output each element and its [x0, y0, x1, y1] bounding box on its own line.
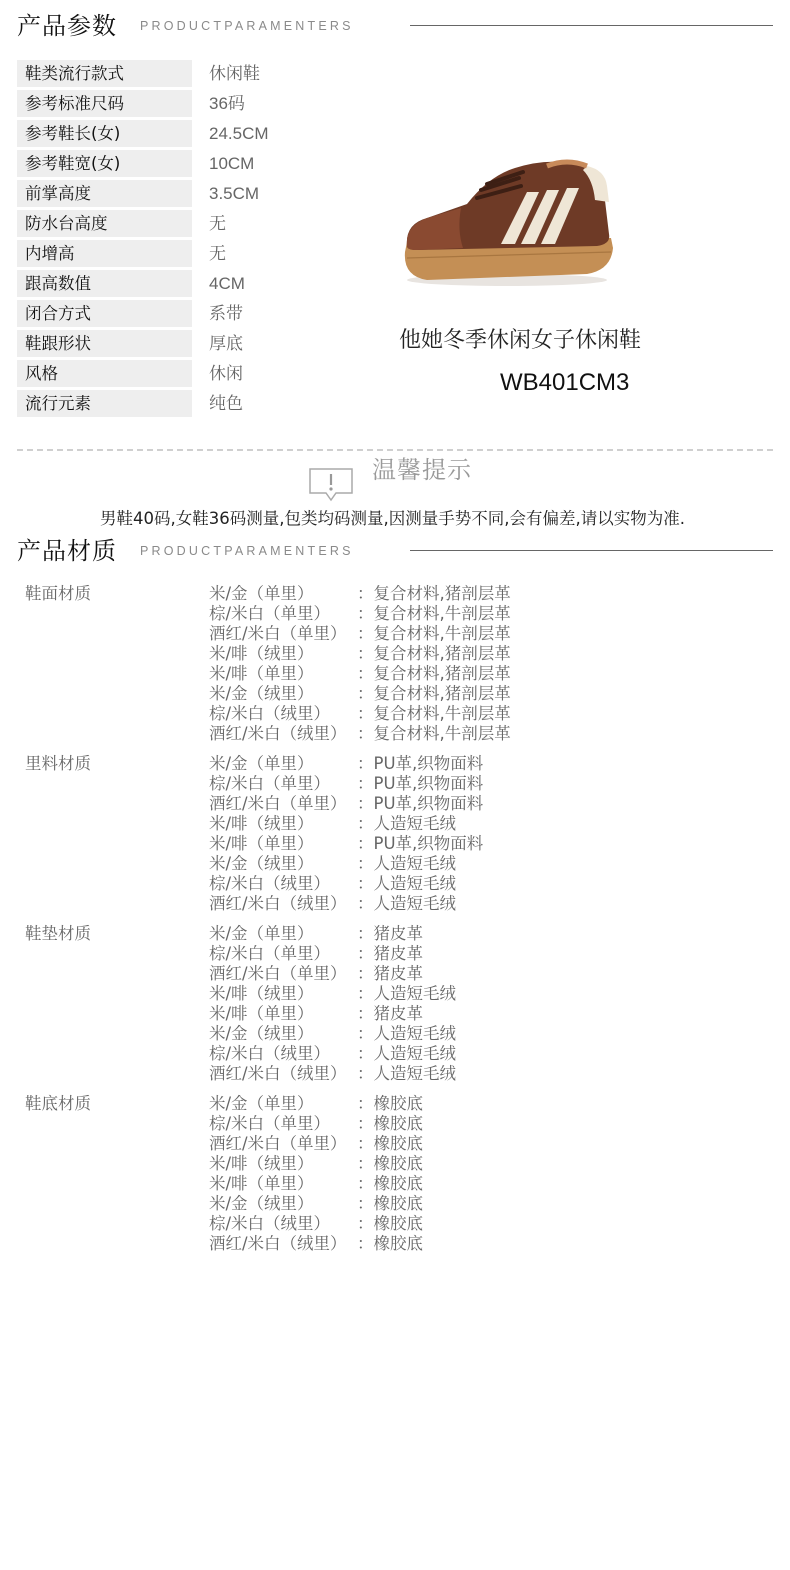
section-header-materials	[17, 536, 773, 566]
material-value: ：人造短毛绒	[357, 874, 456, 893]
material-row	[209, 1234, 423, 1254]
material-color-variant: 酒红/米白（绒里）	[209, 724, 347, 743]
material-label: 鞋垫材质	[25, 924, 91, 943]
material-value: ：猪皮革	[357, 964, 423, 983]
material-value: ：人造短毛绒	[357, 894, 456, 913]
material-row	[209, 1044, 456, 1064]
material-row	[209, 1134, 423, 1154]
material-color-variant: 棕/米白（单里）	[209, 1114, 331, 1133]
material-row	[209, 664, 511, 684]
param-value: 休闲	[209, 364, 243, 383]
material-row	[209, 604, 511, 624]
material-value: ：橡胶底	[357, 1094, 423, 1113]
tip-text: 男鞋40码,女鞋36码测量,包类均码测量,因测量手势不同,会有偏差,请以实物为准.	[100, 509, 685, 528]
material-row	[209, 584, 511, 604]
material-row	[209, 644, 511, 664]
material-row	[209, 1154, 423, 1174]
section-subtitle: PRODUCTPARAMENTERS	[140, 544, 354, 558]
material-value: ：复合材料,牛剖层革	[357, 704, 511, 723]
section-subtitle: PRODUCTPARAMENTERS	[140, 19, 354, 33]
material-row	[209, 924, 423, 944]
param-value: 无	[209, 214, 226, 233]
param-label: 风格	[17, 360, 192, 387]
material-color-variant: 酒红/米白（绒里）	[209, 1234, 347, 1253]
material-color-variant: 酒红/米白（绒里）	[209, 894, 347, 913]
material-value: ：复合材料,猪剖层革	[357, 664, 511, 683]
param-label: 内增高	[17, 240, 192, 267]
material-color-variant: 米/金（单里）	[209, 924, 314, 943]
product-name: 他她冬季休闲女子休闲鞋	[399, 328, 642, 353]
material-color-variant: 米/啡（绒里）	[209, 1154, 314, 1173]
material-value: ：PU革,织物面料	[357, 754, 484, 773]
material-color-variant: 酒红/米白（单里）	[209, 964, 347, 983]
material-row	[209, 1114, 423, 1134]
param-value: 3.5CM	[209, 184, 260, 203]
tip-title: 温馨提示	[372, 456, 472, 484]
param-row	[17, 390, 397, 420]
material-value: ：人造短毛绒	[357, 984, 456, 1003]
material-color-variant: 米/金（绒里）	[209, 1194, 314, 1213]
param-value: 无	[209, 244, 226, 263]
material-color-variant: 棕/米白（单里）	[209, 774, 331, 793]
param-row	[17, 330, 397, 360]
section-title: 产品材质	[17, 537, 117, 565]
param-value: 系带	[209, 304, 243, 323]
param-label: 参考鞋长(女)	[17, 120, 192, 147]
material-value: ：复合材料,猪剖层革	[357, 644, 511, 663]
material-color-variant: 米/啡（绒里）	[209, 644, 314, 663]
material-color-variant: 米/金（单里）	[209, 754, 314, 773]
param-row	[17, 120, 397, 150]
material-row	[209, 894, 456, 914]
material-color-variant: 米/啡（绒里）	[209, 814, 314, 833]
material-color-variant: 米/金（绒里）	[209, 1024, 314, 1043]
param-label: 鞋类流行款式	[17, 60, 192, 87]
material-color-variant: 米/金（单里）	[209, 1094, 314, 1113]
param-row	[17, 60, 397, 90]
material-row	[209, 854, 456, 874]
param-row	[17, 90, 397, 120]
material-row	[209, 984, 456, 1004]
material-value: ：人造短毛绒	[357, 854, 456, 873]
material-row	[209, 624, 511, 644]
material-label: 鞋底材质	[25, 1094, 91, 1113]
param-value: 厚底	[209, 334, 243, 353]
material-color-variant: 米/金（绒里）	[209, 854, 314, 873]
material-label: 里料材质	[25, 754, 91, 773]
material-row	[209, 834, 483, 854]
product-image	[397, 150, 617, 290]
divider	[410, 25, 773, 26]
param-value: 24.5CM	[209, 124, 269, 143]
product-code: WB401CM3	[500, 369, 630, 396]
material-value: ：橡胶底	[357, 1154, 423, 1173]
material-row	[209, 1024, 456, 1044]
param-label: 闭合方式	[17, 300, 192, 327]
section-header-params	[17, 11, 773, 41]
material-color-variant: 米/啡（单里）	[209, 664, 314, 683]
param-value: 休闲鞋	[209, 64, 260, 83]
param-label: 前掌高度	[17, 180, 192, 207]
material-color-variant: 米/啡（单里）	[209, 1174, 314, 1193]
material-row	[209, 1174, 423, 1194]
param-value: 4CM	[209, 274, 245, 293]
param-value: 10CM	[209, 154, 255, 173]
notice-icon	[308, 467, 354, 503]
material-row	[209, 814, 456, 834]
param-label: 防水台高度	[17, 210, 192, 237]
material-value: ：人造短毛绒	[357, 1024, 456, 1043]
param-row	[17, 300, 397, 330]
material-value: ：PU革,织物面料	[357, 834, 484, 853]
material-color-variant: 米/啡（单里）	[209, 1004, 314, 1023]
material-row	[209, 774, 483, 794]
material-color-variant: 米/啡（绒里）	[209, 984, 314, 1003]
material-label: 鞋面材质	[25, 584, 91, 603]
material-row	[209, 1064, 456, 1084]
material-color-variant: 棕/米白（单里）	[209, 944, 331, 963]
param-label: 参考鞋宽(女)	[17, 150, 192, 177]
param-label: 鞋跟形状	[17, 330, 192, 357]
material-color-variant: 米/金（绒里）	[209, 684, 314, 703]
param-row	[17, 210, 397, 240]
material-row	[209, 1194, 423, 1214]
param-label: 流行元素	[17, 390, 192, 417]
material-value: ：猪皮革	[357, 944, 423, 963]
material-color-variant: 棕/米白（绒里）	[209, 1214, 331, 1233]
material-color-variant: 米/金（单里）	[209, 584, 314, 603]
param-row	[17, 180, 397, 210]
material-color-variant: 棕/米白（单里）	[209, 604, 331, 623]
material-value: ：橡胶底	[357, 1134, 423, 1153]
material-color-variant: 酒红/米白（绒里）	[209, 1064, 347, 1083]
dashed-divider	[17, 449, 773, 451]
material-value: ：猪皮革	[357, 1004, 423, 1023]
material-value: ：橡胶底	[357, 1234, 423, 1253]
material-row	[209, 1004, 423, 1024]
material-color-variant: 酒红/米白（单里）	[209, 1134, 347, 1153]
material-color-variant: 酒红/米白（单里）	[209, 794, 347, 813]
material-row	[209, 1214, 423, 1234]
material-row	[209, 684, 511, 704]
material-value: ：橡胶底	[357, 1194, 423, 1213]
section-title: 产品参数	[17, 12, 117, 40]
material-value: ：人造短毛绒	[357, 1064, 456, 1083]
params-table	[17, 60, 397, 420]
material-value: ：复合材料,牛剖层革	[357, 724, 511, 743]
material-color-variant: 米/啡（单里）	[209, 834, 314, 853]
param-row	[17, 360, 397, 390]
divider	[410, 550, 773, 551]
material-value: ：复合材料,猪剖层革	[357, 684, 511, 703]
material-row	[209, 794, 483, 814]
material-value: ：橡胶底	[357, 1214, 423, 1233]
material-row	[209, 724, 511, 744]
material-value: ：复合材料,猪剖层革	[357, 584, 511, 603]
param-row	[17, 240, 397, 270]
material-color-variant: 棕/米白（绒里）	[209, 874, 331, 893]
material-row	[209, 964, 423, 984]
material-row	[209, 754, 483, 774]
material-row	[209, 874, 456, 894]
material-row	[209, 1094, 423, 1114]
material-value: ：复合材料,牛剖层革	[357, 624, 511, 643]
param-label: 跟高数值	[17, 270, 192, 297]
param-value: 36码	[209, 94, 245, 113]
material-color-variant: 棕/米白（绒里）	[209, 704, 331, 723]
material-color-variant: 酒红/米白（单里）	[209, 624, 347, 643]
param-label: 参考标准尺码	[17, 90, 192, 117]
material-value: ：人造短毛绒	[357, 1044, 456, 1063]
material-row	[209, 704, 511, 724]
material-value: ：橡胶底	[357, 1174, 423, 1193]
material-color-variant: 棕/米白（绒里）	[209, 1044, 331, 1063]
material-value: ：PU革,织物面料	[357, 794, 484, 813]
param-row	[17, 150, 397, 180]
param-row	[17, 270, 397, 300]
material-value: ：PU革,织物面料	[357, 774, 484, 793]
material-value: ：复合材料,牛剖层革	[357, 604, 511, 623]
material-value: ：人造短毛绒	[357, 814, 456, 833]
param-value: 纯色	[209, 394, 243, 413]
material-value: ：猪皮革	[357, 924, 423, 943]
material-row	[209, 944, 423, 964]
material-value: ：橡胶底	[357, 1114, 423, 1133]
